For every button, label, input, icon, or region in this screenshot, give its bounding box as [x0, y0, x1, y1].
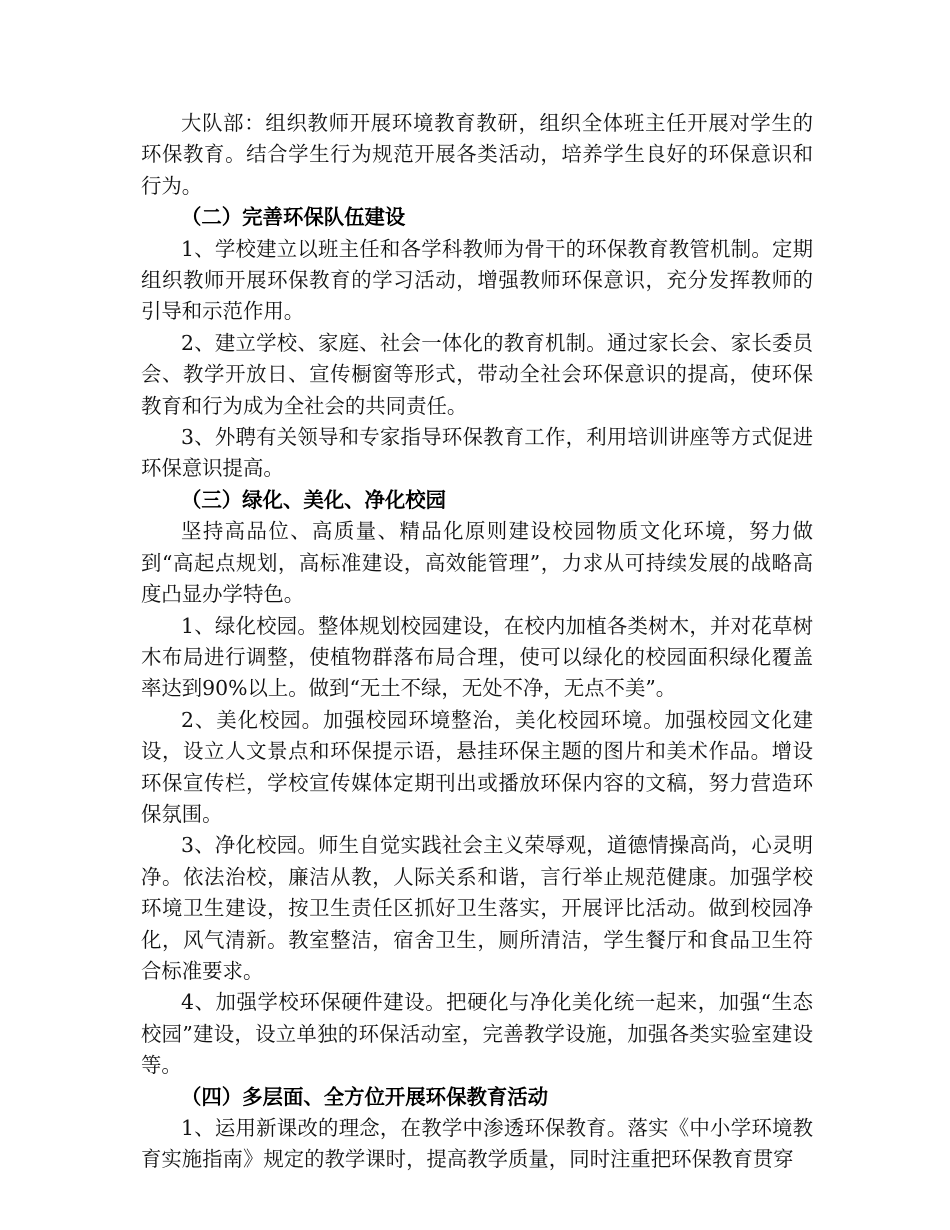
paragraph-brigade-dept: 大队部：组织教师开展环境教育教研，组织全体班主任开展对学生的环保教育。结合学生行为规范开展各类活动，培养学生良好的环保意识和行为。 [141, 111, 813, 198]
section-heading-3: （三）绿化、美化、净化校园 [181, 487, 447, 512]
paragraph-3-1: 1、绿化校园。整体规划校园建设，在校内加植各类树木，并对花草树木布局进行调整，使植物群落布局合理，使可以绿化的校园面积绿化覆盖率达到90%以上。做到“无土不绿，无处不净，无点不美”。 [141, 613, 813, 701]
section-heading-4: （四）多层面、全方位开展环保教育活动 [181, 1084, 549, 1109]
paragraph-3-2: 2、美化校园。加强校园环境整治，美化校园环境。加强校园文化建设，设立人文景点和环保提示语，悬挂环保主题的图片和美术作品。增设环保宣传栏，学校宣传媒体定期刊出或播放环保内容的文稿，努力营造环保氛围。 [141, 707, 813, 826]
paragraph-3-intro: 坚持高品位、高质量、精品化原则建设校园物质文化环境，努力做到“高起点规划，高标准建设，高效能管理”，力求从可持续发展的战略高度凸显办学特色。 [141, 519, 813, 607]
section-heading-2: （二）完善环保队伍建设 [181, 205, 406, 230]
paragraph-2-2: 2、建立学校、家庭、社会一体化的教育机制。通过家长会、家长委员会、教学开放日、宣传橱窗等形式，带动全社会环保意识的提高，使环保教育和行为成为全社会的共同责任。 [141, 330, 813, 418]
paragraph-2-3: 3、外聘有关领导和专家指导环保教育工作，利用培训讲座等方式促进环保意识提高。 [141, 425, 813, 481]
paragraph-4-1: 1、运用新课改的理念，在教学中渗透环保教育。落实《中小学环境教育实施指南》规定的教学课时，提高教学质量，同时注重把环保教育贯穿 [141, 1116, 813, 1172]
document-body [141, 108, 813, 1176]
paragraph-3-4: 4、加强学校环保硬件建设。把硬化与净化美化统一起来，加强“生态校园”建设，设立单独的环保活动室，完善教学设施，加强各类实验室建设等。 [141, 990, 813, 1078]
paragraph-2-1: 1、学校建立以班主任和各学科教师为骨干的环保教育教管机制。定期组织教师开展环保教育的学习活动，增强教师环保意识，充分发挥教师的引导和示范作用。 [141, 236, 813, 324]
paragraph-3-3: 3、净化校园。师生自觉实践社会主义荣辱观，道德情操高尚，心灵明净。依法治校，廉洁从教，人际关系和谐，言行举止规范健康。加强学校环境卫生建设，按卫生责任区抓好卫生落实，开展评比活动。做到校园净化，风气清新。教室整洁，宿舍卫生，厕所清洁，学生餐厅和食品卫生符合标准要求。 [141, 833, 813, 983]
